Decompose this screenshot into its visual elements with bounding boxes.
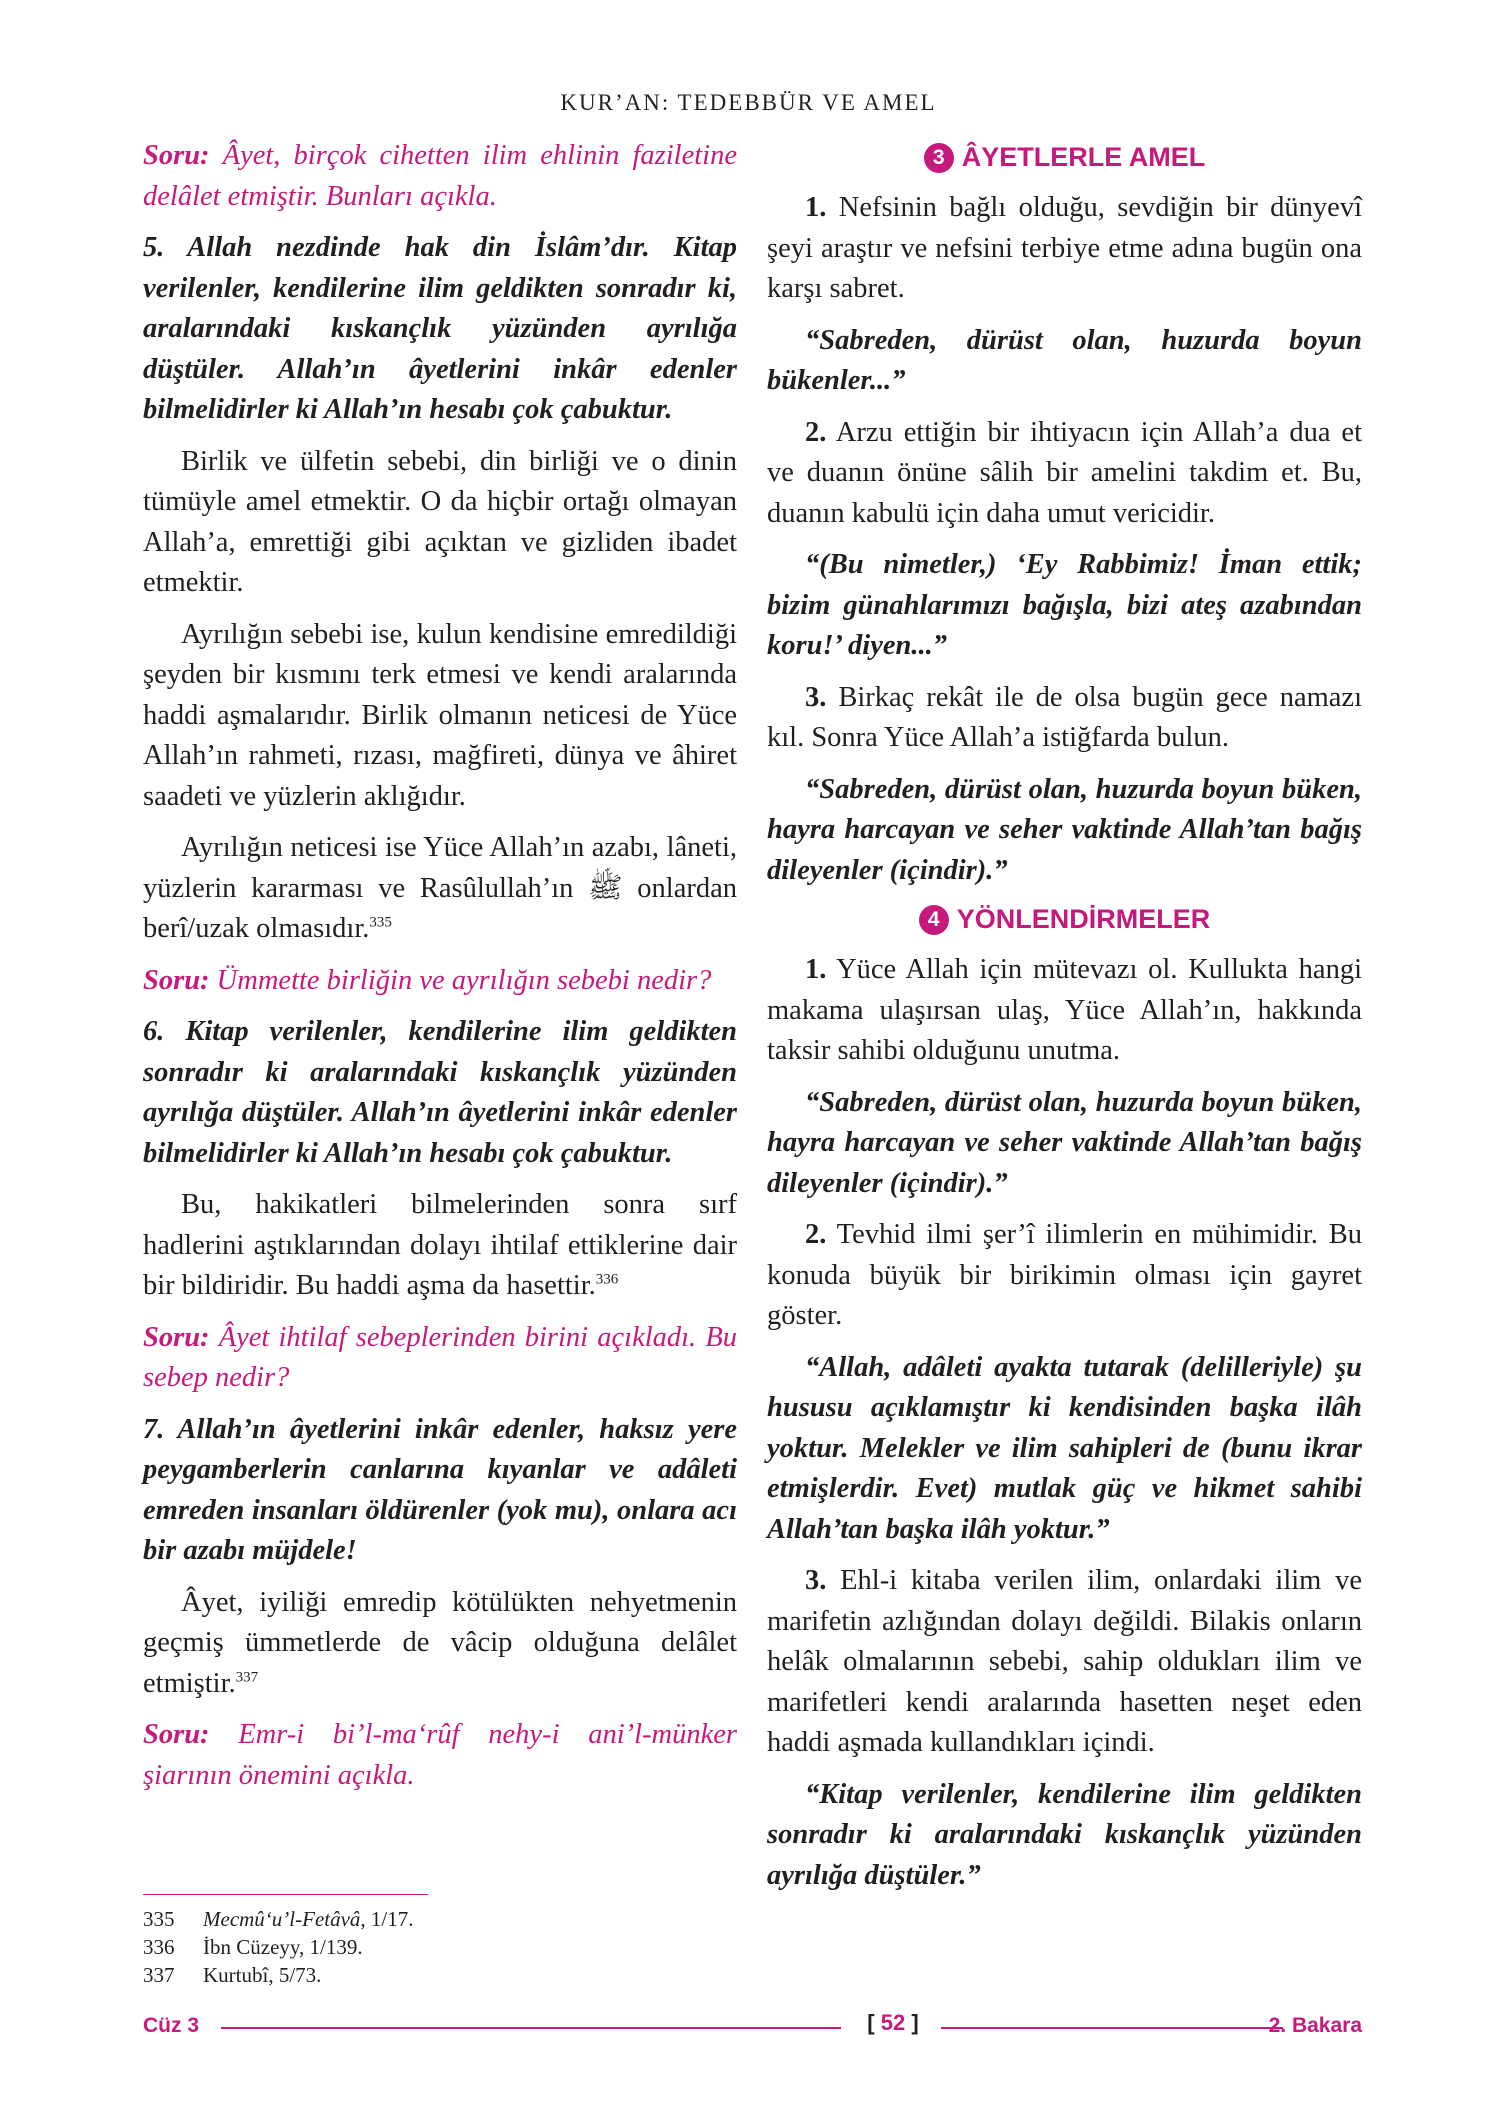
- paragraph-1: Birlik ve ülfetin sebebi, din birliği ve o dinin tümüyle amel etmektir. O da hiçbir ortağı olmayan Allah’a, emrettiği gibi açıktan ve gizliden ibadet etmektir.: [143, 445, 737, 598]
- question-4: Soru: Emr-i bi’l-ma‘rûf nehy-i ani’l-münker şiarının önemini açıkla.: [143, 1719, 737, 1791]
- section-heading-3: 3 ÂYETLERLE AMEL: [767, 140, 1362, 174]
- action-item-1: 1. Nefsinin bağlı olduğu, sevdiğin bir dünyevî şeyi araştır ve nefsini terbiye etme adına bugün ona karşı sabret.: [767, 192, 1362, 304]
- verse-5: 5. Allah nezdinde hak din İslâm’dır. Kitap verilenler, kendilerine ilim geldikten sonradır ki, aralarındaki kıskançlık yüzünden ayrılığa düştüler. Allah’ın âyetlerini inkâr edenler bilmelidirler ki Allah’ın hesabı çok çabuktur.: [143, 232, 737, 425]
- page-number: [ 52 ]: [867, 2010, 919, 2035]
- paragraph-3: Ayrılığın neticesi ise Yüce Allah’ın azabı, lâneti, yüzlerin kararması ve Rasûlullah’ın ﷺ onlardan berî/uzak olmasıdır.$^{335}$: [143, 832, 737, 944]
- guidance-quote-2: “Allah, adâleti ayakta tutarak (delilleriyle) şu hususu açıklamıştır ki kendisinden başka ilâh yoktur. Melekler ve ilim sahipleri de (bunu ikrar etmişlerdir. Evet) mutlak güç ve hikmet sahibi Allah’tan başka ilâh yoktur.”: [767, 1351, 1362, 1545]
- section-number-badge: 4: [919, 905, 949, 935]
- action-item-2: 2. Arzu ettiğin bir ihtiyacın için Allah’a dua et ve duanın önüne sâlih bir amelini takdim et. Bu, duanın kabulü için daha umut vericidir.: [767, 416, 1362, 529]
- action-quote-3: “Sabreden, dürüst olan, huzurda boyun büken, hayra harcayan ve seher vaktinde Allah’tan bağış dileyenler (içindir).”: [767, 773, 1362, 886]
- verse-7: 7. Allah’ın âyetlerini inkâr edenler, haksız yere peygamberlerin canlarına kıyanlar ve adâleti emreden insanları öldürenler (yok mu), onlara acı bir azabı müjdele!: [143, 1413, 737, 1566]
- footnotes: [143, 1905, 414, 1989]
- question-2: Soru: Ümmette birliğin ve ayrılığın sebebi nedir?: [143, 964, 712, 996]
- section-number-badge: 3: [924, 143, 954, 173]
- question-3: Soru: Âyet ihtilaf sebeplerinden birini açıkladı. Bu sebep nedir?: [143, 1321, 737, 1393]
- right-column: [767, 136, 1362, 1907]
- guidance-item-2: 2. Tevhid ilmi şer’î ilimlerin en mühimidir. Bu konuda büyük bir birikimin olması için gayret göster.: [767, 1219, 1362, 1331]
- action-item-3: 3. Birkaç rekât ile de olsa bugün gece namazı kıl. Sonra Yüce Allah’a istiğfarda bulun.: [767, 681, 1362, 753]
- left-column: [143, 136, 737, 1807]
- action-quote-1: “Sabreden, dürüst olan, huzurda boyun bükenler...”: [767, 324, 1362, 396]
- page-footer: [143, 2010, 1362, 2046]
- footer-surah-label: 2. Bakara: [1268, 2014, 1362, 2037]
- guidance-item-3: 3. Ehl-i kitaba verilen ilim, onlardaki ilim ve marifetin azlığından dolayı değildi. Bilakis onların helâk olmalarının sebebi, sahip oldukları ilim ve marifetleri kendi aralarında hasetten neşet eden haddi aşmada kullandıkları içindi.: [767, 1565, 1362, 1758]
- footer-rule-right: [941, 2027, 1283, 2029]
- guidance-quote-1: “Sabreden, dürüst olan, huzurda boyun büken, hayra harcayan ve seher vaktinde Allah’tan bağış dileyenler (içindir).”: [767, 1086, 1362, 1199]
- footnote-ref[interactable]: 336: [595, 1271, 619, 1288]
- verse-6: 6. Kitap verilenler, kendilerine ilim geldikten sonradır ki aralarındaki kıskançlık yüzünden ayrılığa düştüler. Allah’ın âyetlerini inkâr edenler bilmelidirler ki Allah’ın hesabı çok çabuktur.: [143, 1016, 737, 1169]
- section-heading-4: 4 YÖNLENDİRMELER: [767, 902, 1362, 936]
- footnote-ref[interactable]: 335: [369, 914, 392, 931]
- action-quote-2: “(Bu nimetler,) ‘Ey Rabbimiz! İman ettik; bizim günahlarımızı bağışla, bizi ateş azabından koru!’ diyen...”: [767, 549, 1362, 661]
- footnote-item: 336 İbn Cüzeyy, 1/139.: [143, 1935, 363, 1959]
- footnote-divider: [143, 1894, 428, 1895]
- paragraph-4: Bu, hakikatleri bilmelerinden sonra sırf hadlerini aştıklarından dolayı ihtilaf ettiklerine dair bir bildiridir. Bu haddi aşma da hasettir.$^{336}$: [143, 1189, 737, 1301]
- footnote-item: 335 Mecmû‘u’l-Fetâvâ, 1/17.: [143, 1907, 414, 1931]
- running-header: KUR’AN: TEDEBBÜR VE AMEL: [560, 90, 937, 115]
- paragraph-5: Âyet, iyiliği emredip kötülükten nehyetmenin geçmiş ümmetlerde de vâcip olduğuna delâlet etmiştir.$^{337}$: [143, 1586, 737, 1699]
- question-1: Soru: Âyet, birçok cihetten ilim ehlinin faziletine delâlet etmiştir. Bunları açıkla.: [143, 140, 737, 212]
- guidance-item-1: 1. Yüce Allah için mütevazı ol. Kullukta hangi makama ulaşırsan ulaş, Yüce Allah’ın, hakkında taksir sahibi olduğunu unutma.: [767, 954, 1362, 1066]
- footnote-ref[interactable]: 337: [235, 1669, 259, 1685]
- footer-juz-label: Cüz 3: [143, 2014, 200, 2037]
- paragraph-2: Ayrılığın sebebi ise, kulun kendisine emredildiği şeyden bir kısmını terk etmesi ve kendi aralarında haddi aşmalarıdır. Birlik olmanın neticesi de Yüce Allah’ın rahmeti, rızası, mağfireti, dünya ve âhiret saadeti ve yüzlerin aklığıdır.: [143, 618, 737, 812]
- footer-rule-left: [221, 2027, 841, 2029]
- guidance-quote-3: “Kitap verilenler, kendilerine ilim geldikten sonradır ki aralarındaki kıskançlık yüzünden ayrılığa düştüler.”: [767, 1778, 1362, 1891]
- footnote-item: 337 Kurtubî, 5/73.: [143, 1963, 322, 1987]
